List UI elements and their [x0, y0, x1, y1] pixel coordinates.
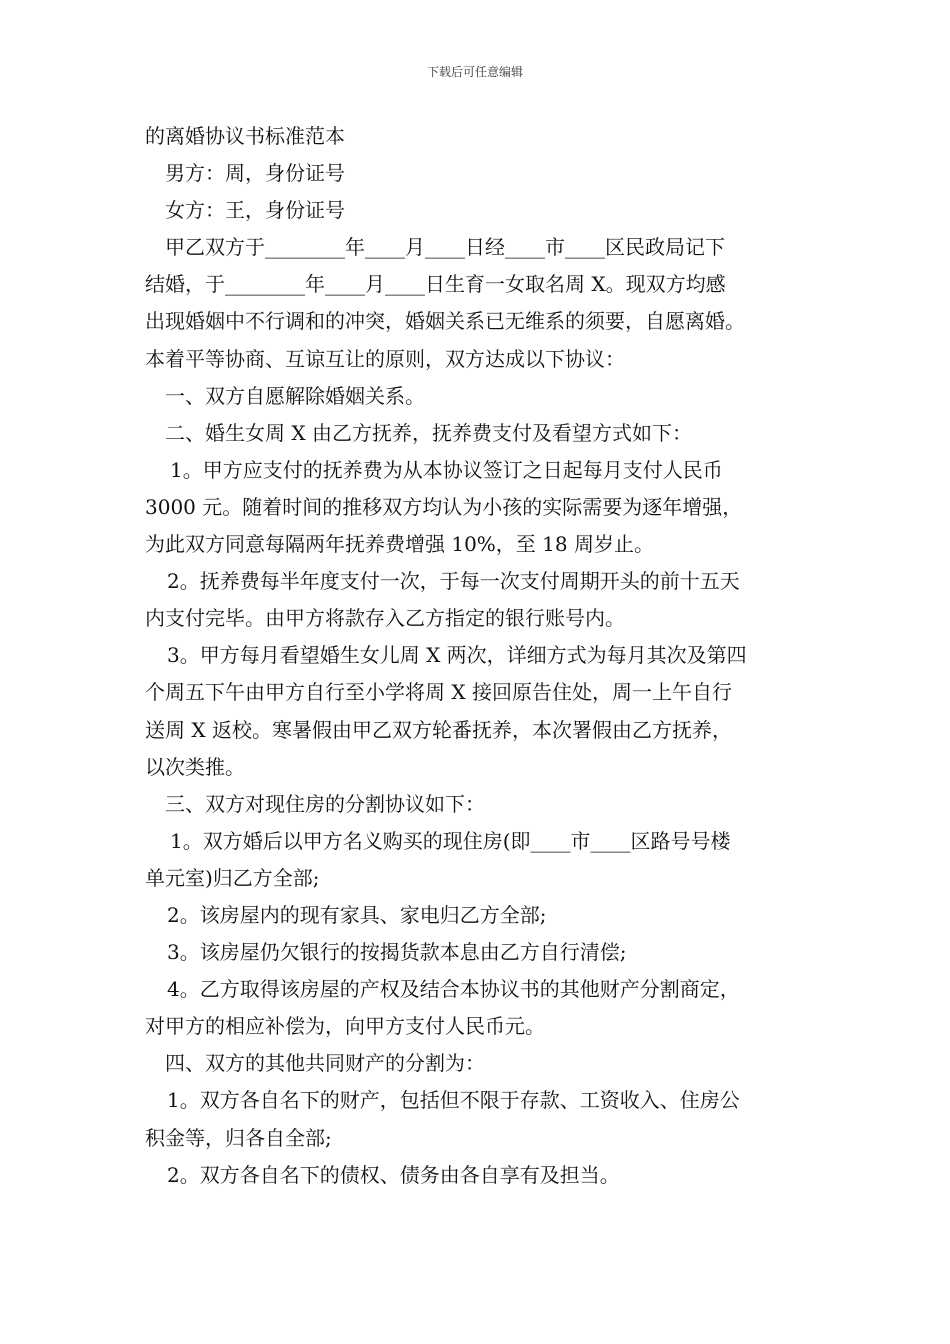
text-line: 2。抚养费每半年度支付一次，于每一次支付周期开头的前十五天 [167, 569, 740, 594]
text-line: 内支付完毕。由甲方将款存入乙方指定的银行账号内。 [145, 606, 625, 631]
section-heading: 三、双方对现住房的分割协议如下： [165, 791, 485, 816]
text-line: 出现婚姻中不行调和的冲突，婚姻关系已无维系的须要，自愿离婚。 [145, 309, 745, 334]
text-line: 女方：王，身份证号 [165, 198, 345, 223]
section-heading: 二、婚生女周 X 由乙方抚养，抚养费支付及看望方式如下： [165, 420, 692, 445]
text-line: 结婚，于________年____月____日生育一女取名周 X。现双方均感 [145, 272, 726, 297]
text-line: 对甲方的相应补偿为，向甲方支付人民币元。 [145, 1014, 545, 1039]
text-line: 2。双方各自名下的债权、债务由各自享有及担当。 [167, 1162, 620, 1187]
text-line: 2。该房屋内的现有家具、家电归乙方全部; [167, 902, 547, 927]
text-line: 甲乙双方于________年____月____日经____市____区民政局记下 [165, 235, 725, 260]
text-line: 3。该房屋仍欠银行的按揭货款本息由乙方自行清偿; [167, 940, 627, 965]
text-line: 1。双方各自名下的财产，包括但不限于存款、工资收入、住房公 [167, 1088, 740, 1113]
section-heading: 四、双方的其他共同财产的分割为： [165, 1051, 485, 1076]
text-line: 积金等，归各自全部; [145, 1125, 332, 1150]
text-line: 送周 X 返校。寒暑假由甲乙双方轮番抚养，本次署假由乙方抚养， [145, 717, 732, 742]
text-line: 本着平等协商、互谅互让的原则，双方达成以下协议： [145, 346, 625, 371]
text-line: 男方：周，身份证号 [165, 161, 345, 186]
text-line: 单元室)归乙方全部; [145, 865, 320, 890]
text-line: 1。甲方应支付的抚养费为从本协议签订之日起每月支付人民币 [170, 457, 723, 482]
document-title: 的离婚协议书标准范本 [145, 124, 345, 148]
page-header-note: 下载后可任意编辑 [426, 65, 523, 79]
text-line: 4。乙方取得该房屋的产权及结合本协议书的其他财产分割商定， [167, 977, 740, 1002]
document-body [145, 118, 809, 1194]
text-line: 以次类推。 [145, 754, 245, 779]
text-line: 为此双方同意每隔两年抚养费增强 10%，至 18 周岁止。 [145, 532, 654, 557]
text-line: 1。双方婚后以甲方名义购买的现住房(即____市____区路号号楼 [170, 828, 731, 853]
text-line: 个周五下午由甲方自行至小学将周 X 接回原告住处，周一上午自行 [145, 680, 732, 705]
section-heading: 一、双方自愿解除婚姻关系。 [165, 383, 425, 408]
text-line: 3000 元。随着时间的推移双方均认为小孩的实际需要为逐年增强， [145, 494, 743, 519]
text-line: 3。甲方每月看望婚生女儿周 X 两次，详细方式为每月其次及第四 [167, 643, 747, 668]
